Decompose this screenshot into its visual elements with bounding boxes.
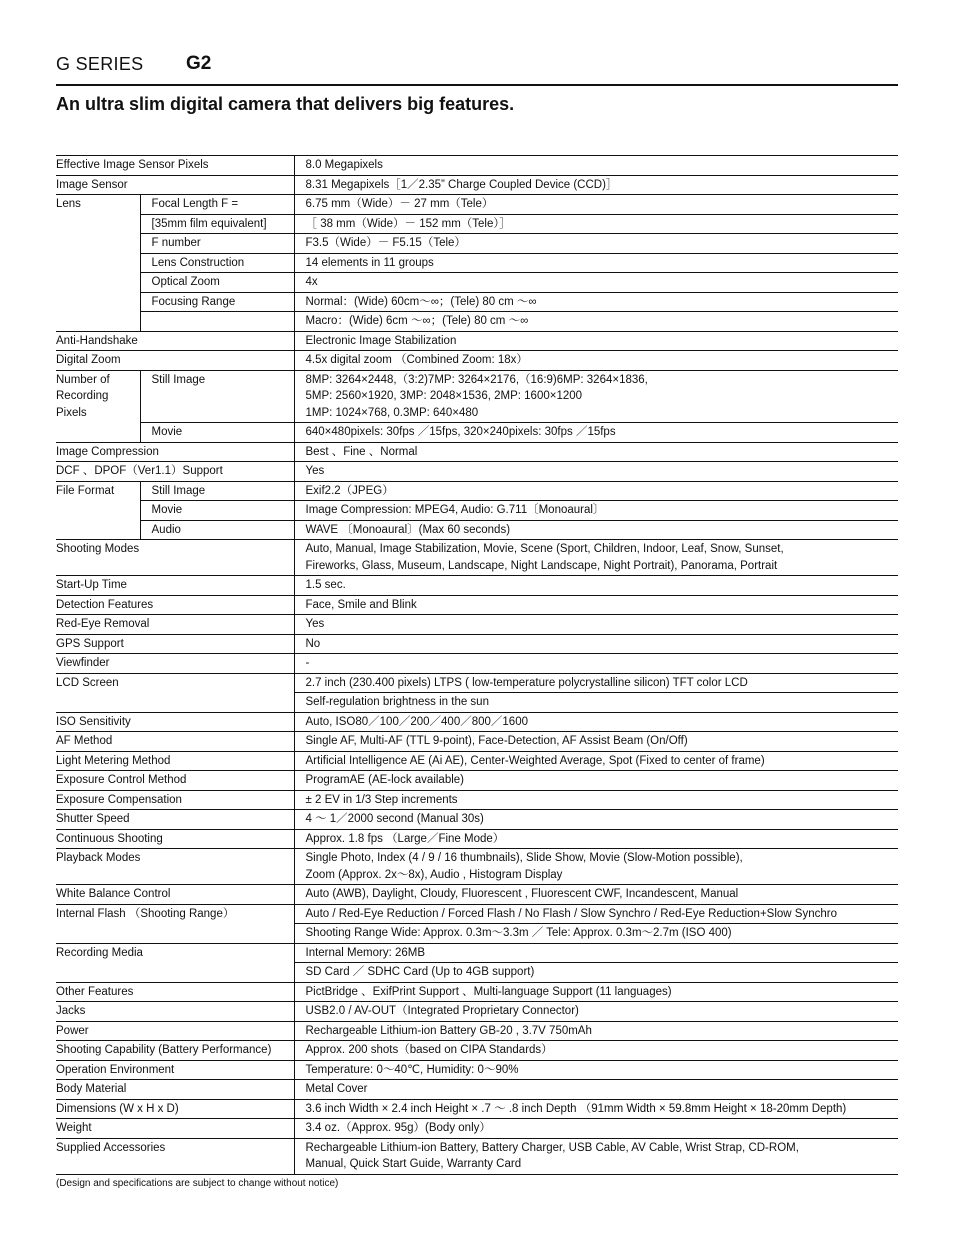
spec-value [294,292,898,312]
spec-value-line: Zoom (Approx. 2x～8x), Audio , Histogram Display [305,868,563,881]
spec-sublabel: Audio [140,520,294,540]
spec-sublabel [140,312,294,332]
spec-sublabel: Still Image [140,481,294,501]
spec-value [294,654,898,674]
spec-value [294,924,898,944]
series-label: G SERIES [56,54,144,74]
spec-label: Shooting Capability (Battery Performance) [56,1041,294,1061]
spec-value-line: 8.31 Megapixels［1／2.35” Charge Coupled Device (CCD)］ [305,178,618,191]
spec-value-line: 4 ～ 1／2000 second (Manual 30s) [305,813,484,825]
spec-value-line: Single Photo, Index (4 / 9 / 16 thumbnails), Slide Show, Movie (Slow-Motion possible), [305,852,743,864]
spec-sublabel: Movie [140,501,294,521]
spec-row [56,982,898,1002]
spec-value-line: 5MP: 2560×1920, 3MP: 2048×1536, 2MP: 1600×1200 [305,390,583,402]
spec-label: Internal Flash （Shooting Range） [56,904,294,943]
spec-row [56,732,898,752]
spec-sublabel: [35mm film equivalent] [140,214,294,234]
spec-value [294,849,898,885]
spec-value-line: - [305,657,310,669]
spec-value-line: Self-regulation brightness in the sun [305,696,489,708]
spec-value-line: Auto (AWB), Daylight, Cloudy, Fluorescent , Fluorescent CWF, Incandescent, Manual [305,888,739,900]
spec-row [56,156,898,176]
spec-value [294,751,898,771]
spec-label: Digital Zoom [56,351,294,371]
model-name: G2 [186,53,212,74]
spec-value [294,442,898,462]
spec-label: ISO Sensitivity [56,712,294,732]
spec-sublabel: Lens Construction [140,253,294,273]
spec-row [56,751,898,771]
spec-row [56,771,898,791]
spec-row [56,1099,898,1119]
spec-row [56,234,898,254]
spec-table [56,155,898,1175]
spec-row [56,351,898,371]
spec-row [56,195,898,215]
spec-label: Viewfinder [56,654,294,674]
spec-label: Shutter Speed [56,810,294,830]
spec-label: White Balance Control [56,885,294,905]
spec-row [56,634,898,654]
spec-row [56,615,898,635]
spec-row [56,1021,898,1041]
spec-row [56,253,898,273]
spec-label: Light Metering Method [56,751,294,771]
spec-value [294,1080,898,1100]
spec-value-line: 8.0 Megapixels [305,159,383,171]
spec-value-line: WAVE 〔Monoaural〕(Max 60 seconds) [305,523,511,536]
spec-value-line: ［ 38 mm（Wide）－ 152 mm（Tele）］ [305,217,511,230]
spec-value [294,195,898,215]
spec-sublabel: Still Image [140,370,294,423]
spec-row [56,423,898,443]
spec-sublabel: Focusing Range [140,292,294,312]
spec-label: Shooting Modes [56,540,294,576]
spec-value [294,1138,898,1174]
spec-value [294,234,898,254]
spec-value-line: Temperature: 0～40℃, Humidity: 0～90% [305,1063,519,1076]
spec-value-line: Image Compression: MPEG4, Audio: G.711〔Monoaural〕 [305,504,605,516]
spec-value-line: 1MP: 1024×768, 0.3MP: 640×480 [305,406,479,419]
spec-row [56,462,898,482]
spec-label-text: File Format [56,484,115,497]
spec-value-line: ± 2 EV in 1/3 Step increments [305,793,458,806]
spec-value-line: Yes [305,465,325,477]
spec-row [56,576,898,596]
spec-label: LCD Screen [56,673,294,712]
spec-value [294,771,898,791]
spec-value-line: Approx. 1.8 fps （Large／Fine Mode） [305,832,505,845]
spec-row [56,904,898,924]
spec-label-text: Pixels [56,406,87,419]
spec-label: Operation Environment [56,1060,294,1080]
spec-value [294,963,898,983]
spec-value [294,615,898,635]
spec-value-line: 8MP: 3264×2448,（3:2)7MP: 3264×2176,（16:9)6MP: 3264×1836, [305,373,648,386]
spec-value-line: Face, Smile and Blink [305,598,417,611]
spec-row [56,1138,898,1174]
spec-label: Supplied Accessories [56,1138,294,1174]
spec-value-line: 4x [305,276,318,288]
spec-value-line: 640×480pixels: 30fps ／15fps, 320×240pixels: 30fps ／15fps [305,426,616,438]
spec-value-line: 4.5x digital zoom （Combined Zoom: 18x） [305,354,528,366]
spec-value [294,1099,898,1119]
spec-value [294,829,898,849]
spec-value [294,712,898,732]
spec-row [56,1119,898,1139]
spec-row [56,673,898,693]
spec-row [56,501,898,521]
spec-value-line: Artificial Intelligence AE (Ai AE), Center-Weighted Average, Spot (Fixed to center of frame) [305,754,765,767]
spec-label [56,481,140,540]
spec-row [56,1060,898,1080]
spec-label: Jacks [56,1002,294,1022]
spec-value [294,790,898,810]
spec-value [294,732,898,752]
spec-value-line: Auto / Red-Eye Reduction / Forced Flash / No Flash / Slow Synchro / Red-Eye Reduction+Slow Synchro [305,907,837,920]
spec-label: Recording Media [56,943,294,982]
spec-value-line: Electronic Image Stabilization [305,334,457,347]
spec-value [294,331,898,351]
spec-label: AF Method [56,732,294,752]
spec-sublabel: F number [140,234,294,254]
spec-row [56,849,898,885]
spec-value-line: Rechargeable Lithium-ion Battery GB-20 , 3.7V 750mAh [305,1024,592,1037]
spec-value [294,370,898,423]
spec-value-line: Single AF, Multi-AF (TTL 9-point), Face-Detection, AF Assist Beam (On/Off) [305,735,688,747]
spec-label: DCF 、DPOF（Ver1.1）Support [56,462,294,482]
spec-label: Image Compression [56,442,294,462]
spec-sublabel: Focal Length F = [140,195,294,215]
spec-row [56,829,898,849]
spec-value [294,481,898,501]
spec-value [294,156,898,176]
spec-value [294,462,898,482]
spec-sublabel: Optical Zoom [140,273,294,293]
spec-value [294,634,898,654]
spec-label: Start-Up Time [56,576,294,596]
spec-value-line: Yes [305,618,325,630]
spec-value-line: Manual, Quick Start Guide, Warranty Card [305,1158,522,1170]
spec-value [294,595,898,615]
spec-value-line: PictBridge 、ExifPrint Support 、Multi-language Support (11 languages) [305,985,672,998]
spec-row [56,292,898,312]
spec-sublabel: Movie [140,423,294,443]
spec-label: Detection Features [56,595,294,615]
spec-value-line: No [305,637,321,650]
spec-label: Playback Modes [56,849,294,885]
spec-row [56,943,898,963]
spec-row [56,1002,898,1022]
spec-value [294,885,898,905]
spec-label: Effective Image Sensor Pixels [56,156,294,176]
spec-value [294,693,898,713]
spec-row [56,595,898,615]
spec-value [294,253,898,273]
spec-label: Weight [56,1119,294,1139]
spec-value-line: Metal Cover [305,1083,368,1095]
spec-label: GPS Support [56,634,294,654]
footnote: (Design and specifications are subject to change without notice) [56,1178,339,1189]
spec-row [56,520,898,540]
spec-label: Anti-Handshake [56,331,294,351]
spec-label: Red-Eye Removal [56,615,294,635]
spec-row [56,654,898,674]
spec-value-line: Auto, ISO80／100／200／400／800／1600 [305,715,528,728]
spec-label-text: Number of [56,373,110,386]
spec-row [56,885,898,905]
spec-value [294,273,898,293]
spec-value [294,982,898,1002]
spec-row [56,712,898,732]
spec-value [294,520,898,540]
spec-value [294,1021,898,1041]
spec-row [56,175,898,195]
spec-value-line: Internal Memory: 26MB [305,946,426,959]
spec-value-line: Exif2.2（JPEG） [305,484,394,497]
spec-row [56,481,898,501]
spec-value [294,214,898,234]
spec-value [294,351,898,371]
spec-label: Body Material [56,1080,294,1100]
spec-label: Continuous Shooting [56,829,294,849]
spec-row [56,331,898,351]
spec-value-line: F3.5（Wide）－ F5.15（Tele） [305,237,466,249]
spec-value-line: USB2.0 / AV-OUT（Integrated Proprietary Connector) [305,1005,579,1017]
spec-label-text: Recording [56,390,109,402]
spec-value-line: Normal：(Wide) 60cm～∞；(Tele) 80 cm ～∞ [305,295,537,308]
spec-row [56,273,898,293]
spec-value [294,1002,898,1022]
spec-value-line: SD Card ／ SDHC Card (Up to 4GB support) [305,966,535,978]
spec-value [294,175,898,195]
spec-value-line: 6.75 mm（Wide）－ 27 mm（Tele） [305,198,494,210]
spec-value-line: Macro：(Wide) 6cm ～∞；(Tele) 80 cm ～∞ [305,315,529,327]
spec-value [294,904,898,924]
spec-value-line: 3.6 inch Width × 2.4 inch Height × .7 ～ .8 inch Depth （91mm Width × 59.8mm Height × 18-20mm Depth) [305,1102,847,1115]
spec-label [56,370,140,442]
spec-label: Dimensions (W x H x D) [56,1099,294,1119]
spec-value [294,673,898,693]
spec-value-line: Rechargeable Lithium-ion Battery, Battery Charger, USB Cable, AV Cable, Wrist Strap, CD-ROM, [305,1141,799,1154]
spec-row [56,312,898,332]
spec-value-line: Shooting Range Wide: Approx. 0.3m～3.3m ／ Tele: Approx. 0.3m～2.7m (ISO 400) [305,927,732,939]
spec-label: Exposure Control Method [56,771,294,791]
spec-value-line: ProgramAE (AE-lock available) [305,774,465,786]
spec-label: Other Features [56,982,294,1002]
spec-value [294,540,898,576]
product-tagline: An ultra slim digital camera that delivers big features. [56,94,515,114]
spec-row [56,1080,898,1100]
spec-value-line: Auto, Manual, Image Stabilization, Movie, Scene (Sport, Children, Indoor, Leaf, Snow, Sunset, [305,543,784,555]
spec-value [294,810,898,830]
spec-value-line: Approx. 200 shots（based on CIPA Standards） [305,1044,553,1056]
spec-row [56,540,898,576]
spec-row [56,442,898,462]
spec-value-line: 1.5 sec. [305,579,346,591]
spec-label-text: Lens [56,198,81,210]
spec-value [294,501,898,521]
spec-value [294,1119,898,1139]
spec-row [56,1041,898,1061]
spec-value-line: Best 、Fine 、Normal [305,445,418,458]
spec-label: Image Sensor [56,175,294,195]
spec-label: Power [56,1021,294,1041]
spec-value [294,312,898,332]
spec-row [56,790,898,810]
spec-value [294,423,898,443]
spec-value [294,943,898,963]
spec-value-line: Fireworks, Glass, Museum, Landscape, Night Landscape, Night Portrait), Panorama, Portrait [305,559,778,572]
spec-value [294,576,898,596]
spec-value-line: 14 elements in 11 groups [305,256,434,269]
spec-label [56,195,140,332]
spec-label: Exposure Compensation [56,790,294,810]
spec-row [56,370,898,423]
page-header [56,52,898,86]
spec-value [294,1041,898,1061]
spec-row [56,810,898,830]
spec-value-line: 2.7 inch (230.400 pixels) LTPS ( low-temperature polycrystalline silicon) TFT color LCD [305,676,748,689]
spec-value [294,1060,898,1080]
spec-value-line: 3.4 oz.（Approx. 95g）(Body only） [305,1122,491,1134]
spec-row [56,214,898,234]
